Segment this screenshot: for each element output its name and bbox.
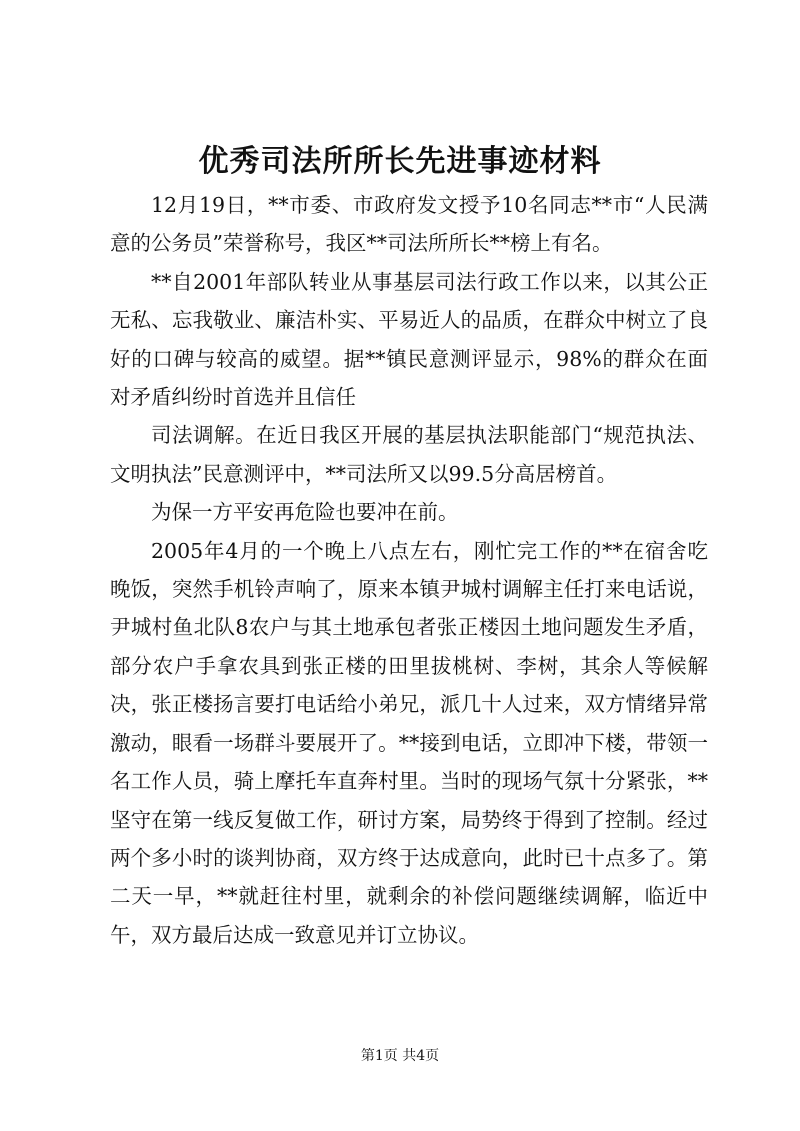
- document-body: [110, 186, 708, 954]
- page-footer: 第1页 共4页: [360, 1048, 440, 1064]
- paragraph: 司法调解。在近日我区开展的基层执法职能部门“规范执法、文明执法”民意测评中，**司法所又以99.5分高居榜首。: [110, 423, 708, 486]
- document-title: 优秀司法所所长先进事迹材料: [198, 144, 602, 179]
- paragraph: **自2001年部队转业从事基层司法行政工作以来，以其公正无私、忘我敬业、廉洁朴实、平易近人的品质，在群众中树立了良好的口碑与较高的威望。据**镇民意测评显示，98%的群众在面对矛盾纠纷时首选并且信任: [110, 269, 708, 410]
- paragraph: 为保一方平安再危险也要冲在前。: [151, 500, 459, 525]
- paragraph: 12月19日，**市委、市政府发文授予10名同志**市“人民满意的公务员”荣誉称号，我区**司法所所长**榜上有名。: [110, 193, 708, 256]
- paragraph: 2005年4月的一个晚上八点左右，刚忙完工作的**在宿舍吃晚饭，突然手机铃声响了，原来本镇尹城村调解主任打来电话说，尹城村鱼北队8农户与其土地承包者张正楼因土地问题发生矛盾，部分农户手拿农具到张正楼的田里拔桃树、李树，其余人等候解决，张正楼扬言要打电话给小弟兄，派几十人过来，双方情绪异常激动，眼看一场群斗要展开了。**接到电话，立即冲下楼，带领一名工作人员，骑上摩托车直奔村里。当时的现场气氛十分紧张，**坚守在第一线反复做工作，研讨方案，局势终于得到了控制。经过两个多小时的谈判协商，双方终于达成意向，此时已十点多了。第二天一早，**就赶往村里，就剩余的补偿问题继续调解，临近中午，双方最后达成一致意见并订立协议。: [110, 538, 708, 947]
